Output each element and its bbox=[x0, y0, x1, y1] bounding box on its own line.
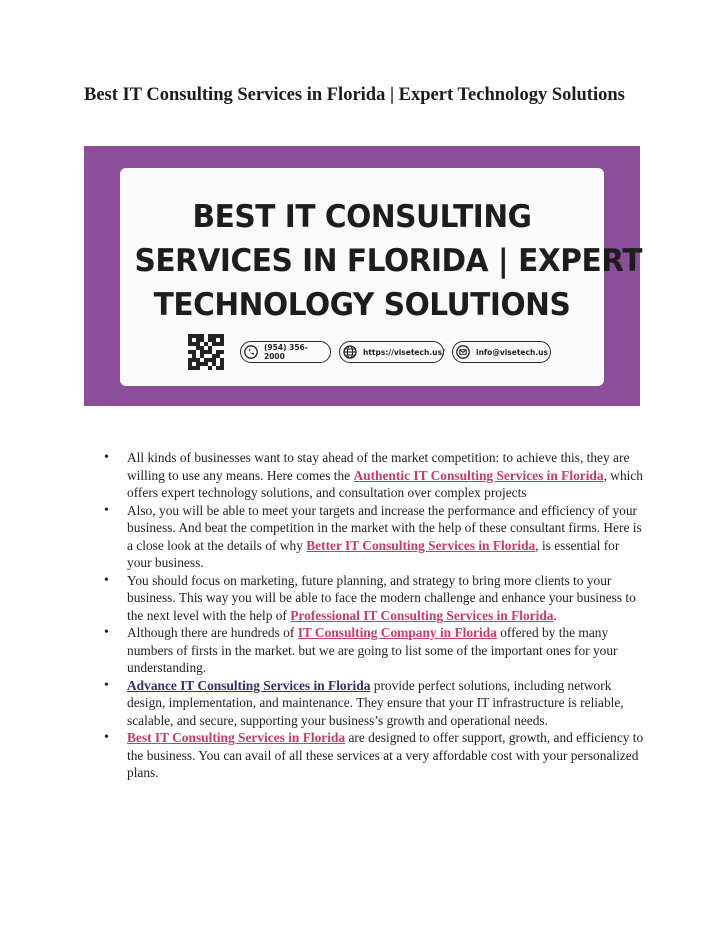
phone-pill bbox=[240, 341, 331, 363]
banner-headline-line-1: BEST IT CONSULTING bbox=[192, 199, 532, 235]
banner-card bbox=[120, 168, 642, 386]
link-it-consulting-company[interactable]: IT Consulting Company in Florida bbox=[297, 625, 497, 640]
list-item: • Although there are hundreds of IT Consulting Company in Florida offered by the many numbers of firsts in the market. but we are going to list some of the important ones for your understanding. bbox=[104, 624, 644, 677]
banner-headline-line-3: TECHNOLOGY SOLUTIONS bbox=[153, 287, 571, 323]
phone-icon bbox=[244, 345, 258, 359]
link-advance-it-consulting[interactable]: Advance IT Consulting Services in Florida bbox=[127, 677, 371, 693]
globe-icon bbox=[343, 345, 357, 359]
page-title: Best IT Consulting Services in Florida | Expert Technology Solutions bbox=[84, 85, 625, 105]
list-item: • You should focus on marketing, future planning, and strategy to bring more clients to your business. This way you will be able to face the modern challenge and enhance your business to the next level with the help of Professional IT Consulting Services in Florida. bbox=[104, 572, 644, 625]
website-pill bbox=[339, 341, 444, 363]
list-item: • Also, you will be able to meet your targets and increase the performance and efficiency of your business. And beat the competition in the market with the help of these consultant firms. Here is a close look at the details of why Better IT Consulting Services in Florida, is essential for your business. bbox=[104, 502, 644, 572]
list-item: • Best IT Consulting Services in Florida are designed to offer support, growth, and efficiency to the business. You can avail of all these services at a very affordable cost with your personalized plans. bbox=[104, 729, 644, 782]
website-text: https://visetech.us/ bbox=[363, 347, 445, 357]
email-pill bbox=[452, 341, 551, 363]
banner-headline bbox=[134, 195, 642, 327]
list-item: • All kinds of businesses want to stay ahead of the market competition: to achieve this, they are willing to use any means. Here comes the Authentic IT Consulting Services in Florida, which offers expert technology solutions, and consultation over complex projects bbox=[104, 449, 644, 502]
link-best-it-consulting[interactable]: Best IT Consulting Services in Florida bbox=[127, 730, 346, 745]
qr-code-icon bbox=[188, 334, 224, 370]
email-icon bbox=[456, 345, 470, 359]
banner-image bbox=[84, 146, 640, 406]
email-text: info@visetech.us bbox=[476, 347, 548, 357]
list-item: • Advance IT Consulting Services in Florida provide perfect solutions, including network design, implementation, and maintenance. They ensure that your IT infrastructure is reliable, scalable, and secure, supporting your business’s growth and operational needs. bbox=[104, 677, 644, 730]
link-authentic-it-consulting[interactable]: Authentic IT Consulting Services in Florida bbox=[353, 467, 604, 483]
bullet-list bbox=[104, 449, 644, 782]
banner-contact-row bbox=[188, 334, 551, 370]
banner-headline-line-2: SERVICES IN FLORIDA | EXPERT bbox=[134, 243, 642, 279]
link-better-it-consulting[interactable]: Better IT Consulting Services in Florida bbox=[306, 537, 536, 553]
link-professional-it-consulting[interactable]: Professional IT Consulting Services in Florida bbox=[290, 607, 554, 623]
phone-text: (954) 356-2000 bbox=[264, 343, 308, 361]
